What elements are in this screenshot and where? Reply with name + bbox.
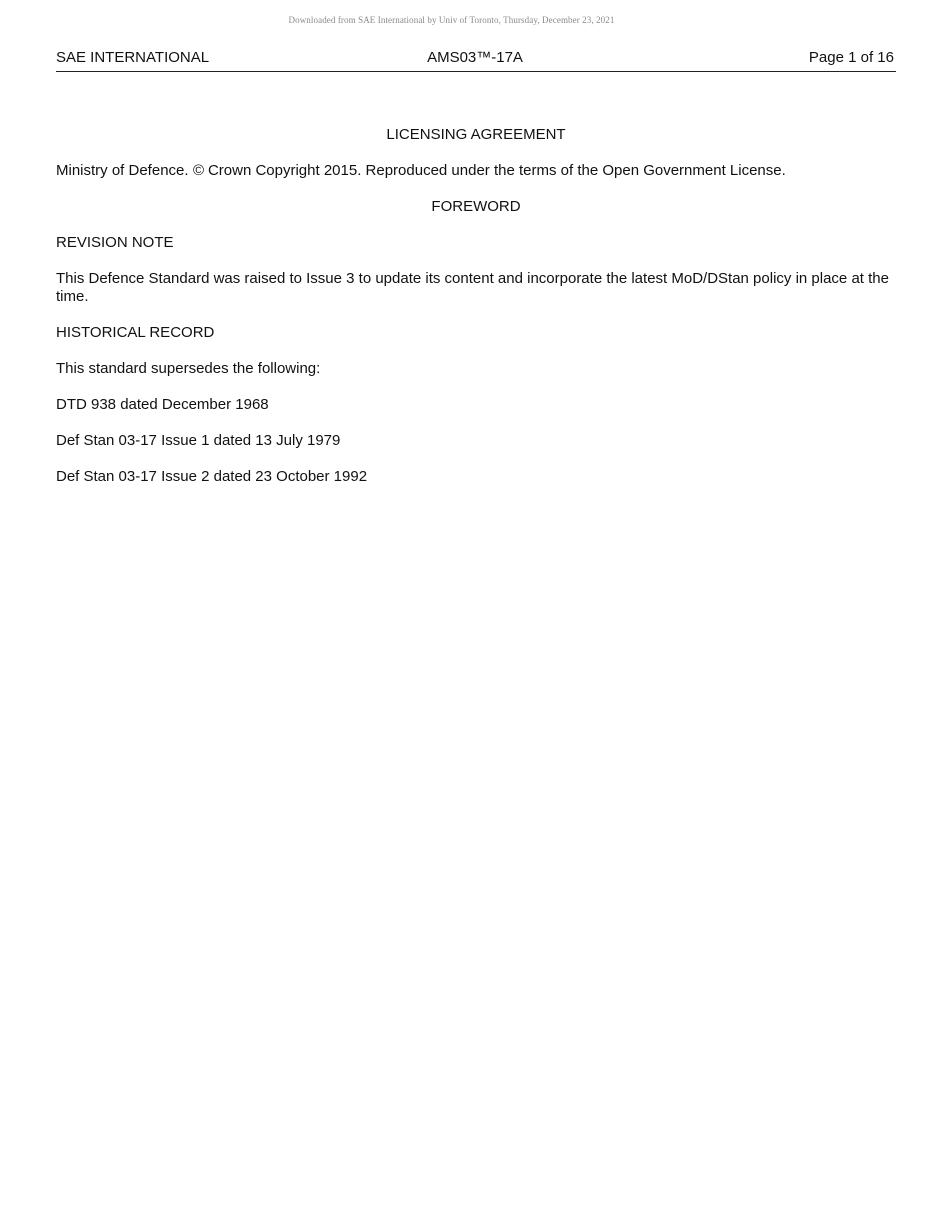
historical-record-intro: This standard supersedes the following:	[56, 360, 321, 377]
licensing-text	[56, 162, 896, 180]
foreword-heading: FOREWORD	[431, 198, 521, 215]
revision-note-text: This Defence Standard was raised to Issue 3 to update its content and incorporate the latest MoD/DStan policy in place at the time.	[56, 270, 889, 305]
revision-note-heading: REVISION NOTE	[56, 234, 174, 251]
historical-record-item: Def Stan 03-17 Issue 2 dated 23 October 1992	[56, 468, 368, 485]
licensing-text-end: Crown Copyright 2015. Reproduced under the terms of the Open Government License.	[203, 162, 786, 179]
historical-record-item: DTD 938 dated December 1968	[56, 396, 269, 413]
header-organization: SAE INTERNATIONAL	[56, 49, 210, 66]
licensing-heading: LICENSING AGREEMENT	[386, 126, 566, 143]
licensing-text-start: Ministry of Defence.	[56, 162, 193, 179]
historical-record-heading: HISTORICAL RECORD	[56, 324, 215, 341]
download-watermark: Downloaded from SAE International by Univ of Toronto, Thursday, December 23, 2021	[288, 15, 615, 25]
historical-record-item: Def Stan 03-17 Issue 1 dated 13 July 1979	[56, 432, 341, 449]
header-page-number: Page 1 of 16	[808, 49, 894, 66]
document-body	[56, 126, 896, 504]
header-document-id: AMS03™-17A	[427, 49, 523, 66]
page-header	[56, 49, 896, 72]
copyright-symbol: ©	[192, 162, 204, 179]
